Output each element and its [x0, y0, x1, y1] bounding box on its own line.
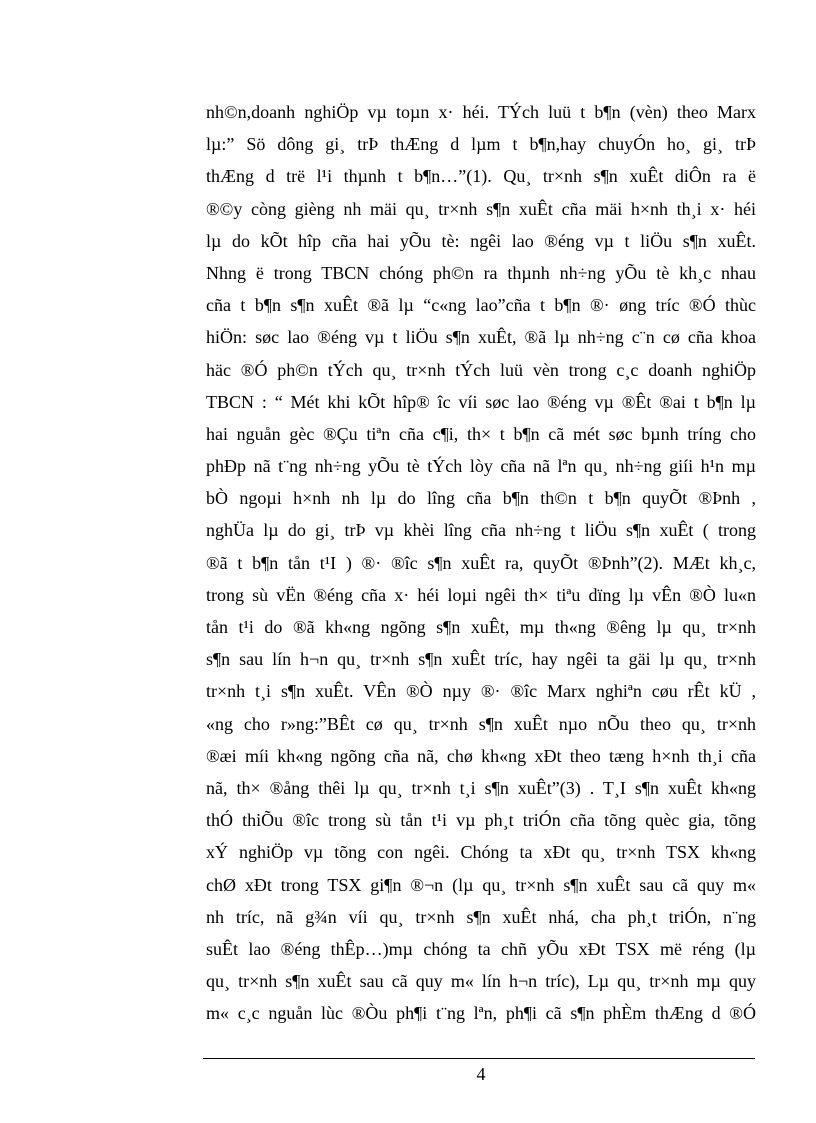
- text-line: hai nguån gèc ®Çu tiªn cña c¶i, th× t b¶n cã mét søc bµnh tríng cho: [206, 423, 756, 444]
- text-line: nghÜa lµ do gi¸ trÞ vµ khèi lîng cña nh÷ng t liÖu s¶n xuÊt ( trong: [206, 520, 756, 541]
- text-line: lµ:” Sö dông gi¸ trÞ thÆng d lµm t b¶n,hay chuyÓn ho¸ gi¸ trÞ: [206, 134, 756, 155]
- text-line: ®ã t b¶n tån t¹I ) ®· ®îc s¶n xuÊt ra, quyÕt ®Þnh”(2). MÆt kh¸c,: [206, 552, 756, 573]
- text-line: TBCN : “ Mét khi kÕt hîp® îc víi søc lao ®éng vµ ®Êt ®ai t b¶n lµ: [206, 391, 756, 412]
- text-line: nã, th× ®ång thêi lµ qu¸ tr×nh t¸i s¶n xuÊt”(3) . T¸I s¶n xuÊt kh«ng: [206, 777, 756, 798]
- text-line: trong sù vËn ®éng cña x· héi loµi ngêi th× tiªu dïng lµ vÊn ®Ò lu«n: [206, 584, 756, 605]
- text-line: «ng cho r»ng:”BÊt cø qu¸ tr×nh s¶n xuÊt nµo nÕu theo qu¸ tr×nh: [206, 713, 756, 734]
- page-number: 4: [476, 1064, 486, 1084]
- text-line: qu¸ tr×nh s¶n xuÊt sau cã quy m« lín h¬n tríc), Lµ qu¸ tr×nh mµ quy: [206, 971, 756, 992]
- text-line: bÒ ngoµi h×nh nh lµ do lîng cña b¶n th©n t b¶n quyÕt ®Þnh ,: [206, 488, 756, 509]
- text-line: xÝ nghiÖp vµ tõng con ngêi. Chóng ta xÐt qu¸ tr×nh TSX kh«ng: [206, 842, 756, 863]
- text-line: lµ do kÕt hîp cña hai yÕu tè: ngêi lao ®éng vµ t liÖu s¶n xuÊt.: [206, 230, 756, 251]
- text-line: ®©y còng gièng nh mäi qu¸ tr×nh s¶n xuÊt cña mäi h×nh th¸i x· héi: [206, 198, 756, 219]
- text-line: ®æi míi kh«ng ngõng cña nã, chø kh«ng xÐt theo tæng h×nh th¸i cña: [206, 745, 756, 766]
- text-line: Nhng ë trong TBCN chóng ph©n ra thµnh nh÷ng yÕu tè kh¸c nhau: [206, 262, 756, 283]
- text-line: tån t¹i do ®ã kh«ng ngõng s¶n xuÊt, mµ th«ng ®êng lµ qu¸ tr×nh: [206, 617, 756, 637]
- text-line: cña t b¶n s¶n xuÊt ®ã lµ “c«ng lao”cña t b¶n ®· øng tríc ®Ó thùc: [206, 295, 756, 316]
- text-line: suÊt lao ®éng thÊp…)mµ chóng ta chñ yÕu xÐt TSX më réng (lµ: [206, 938, 756, 959]
- text-line: m« c¸c nguån lùc ®Òu ph¶i t¨ng lªn, ph¶i cã s¶n phÈm thÆng d ®Ó: [206, 1003, 756, 1024]
- text-line: hiÖn: søc lao ®éng vµ t liÖu s¶n xuÊt, ®ã lµ nh÷ng c¨n cø cña khoa: [206, 327, 756, 348]
- text-line: thÆng d trë l¹i thµnh t b¶n…”(1). Qu¸ tr×nh s¶n xuÊt diÔn ra ë: [206, 166, 756, 187]
- text-line: nh tríc, nã g¾n víi qu¸ tr×nh s¶n xuÊt nhá, cha ph¸t triÓn, n¨ng: [206, 906, 756, 927]
- text-line: phÐp nã t¨ng nh÷ng yÕu tè tÝch lòy cña nã lªn qu¸ nh÷ng giíi h¹n mµ: [206, 456, 756, 477]
- text-line: tr×nh t¸i s¶n xuÊt. VÊn ®Ò nµy ®· ®îc Marx nghiªn cøu rÊt kÜ ,: [206, 681, 756, 702]
- body-text: [206, 96, 756, 1029]
- text-line: häc ®Ó ph©n tÝch qu¸ tr×nh tÝch luü vèn trong c¸c doanh nghiÖp: [206, 359, 756, 380]
- footer-rule: [203, 1058, 755, 1059]
- text-line: s¶n sau lín h¬n qu¸ tr×nh s¶n xuÊt tríc, hay ngêi ta gäi lµ qu¸ tr×nh: [206, 649, 756, 670]
- text-line: thÓ thiÕu ®îc trong sù tån t¹i vµ ph¸t triÓn cña tõng quèc gia, tõng: [206, 810, 756, 831]
- text-line: nh©n,doanh nghiÖp vµ toµn x· héi. TÝch luü t b¶n (vèn) theo Marx: [206, 102, 756, 122]
- text-line: chØ xÐt trong TSX gi¶n ®¬n (lµ qu¸ tr×nh s¶n xuÊt sau cã quy m«: [206, 874, 756, 895]
